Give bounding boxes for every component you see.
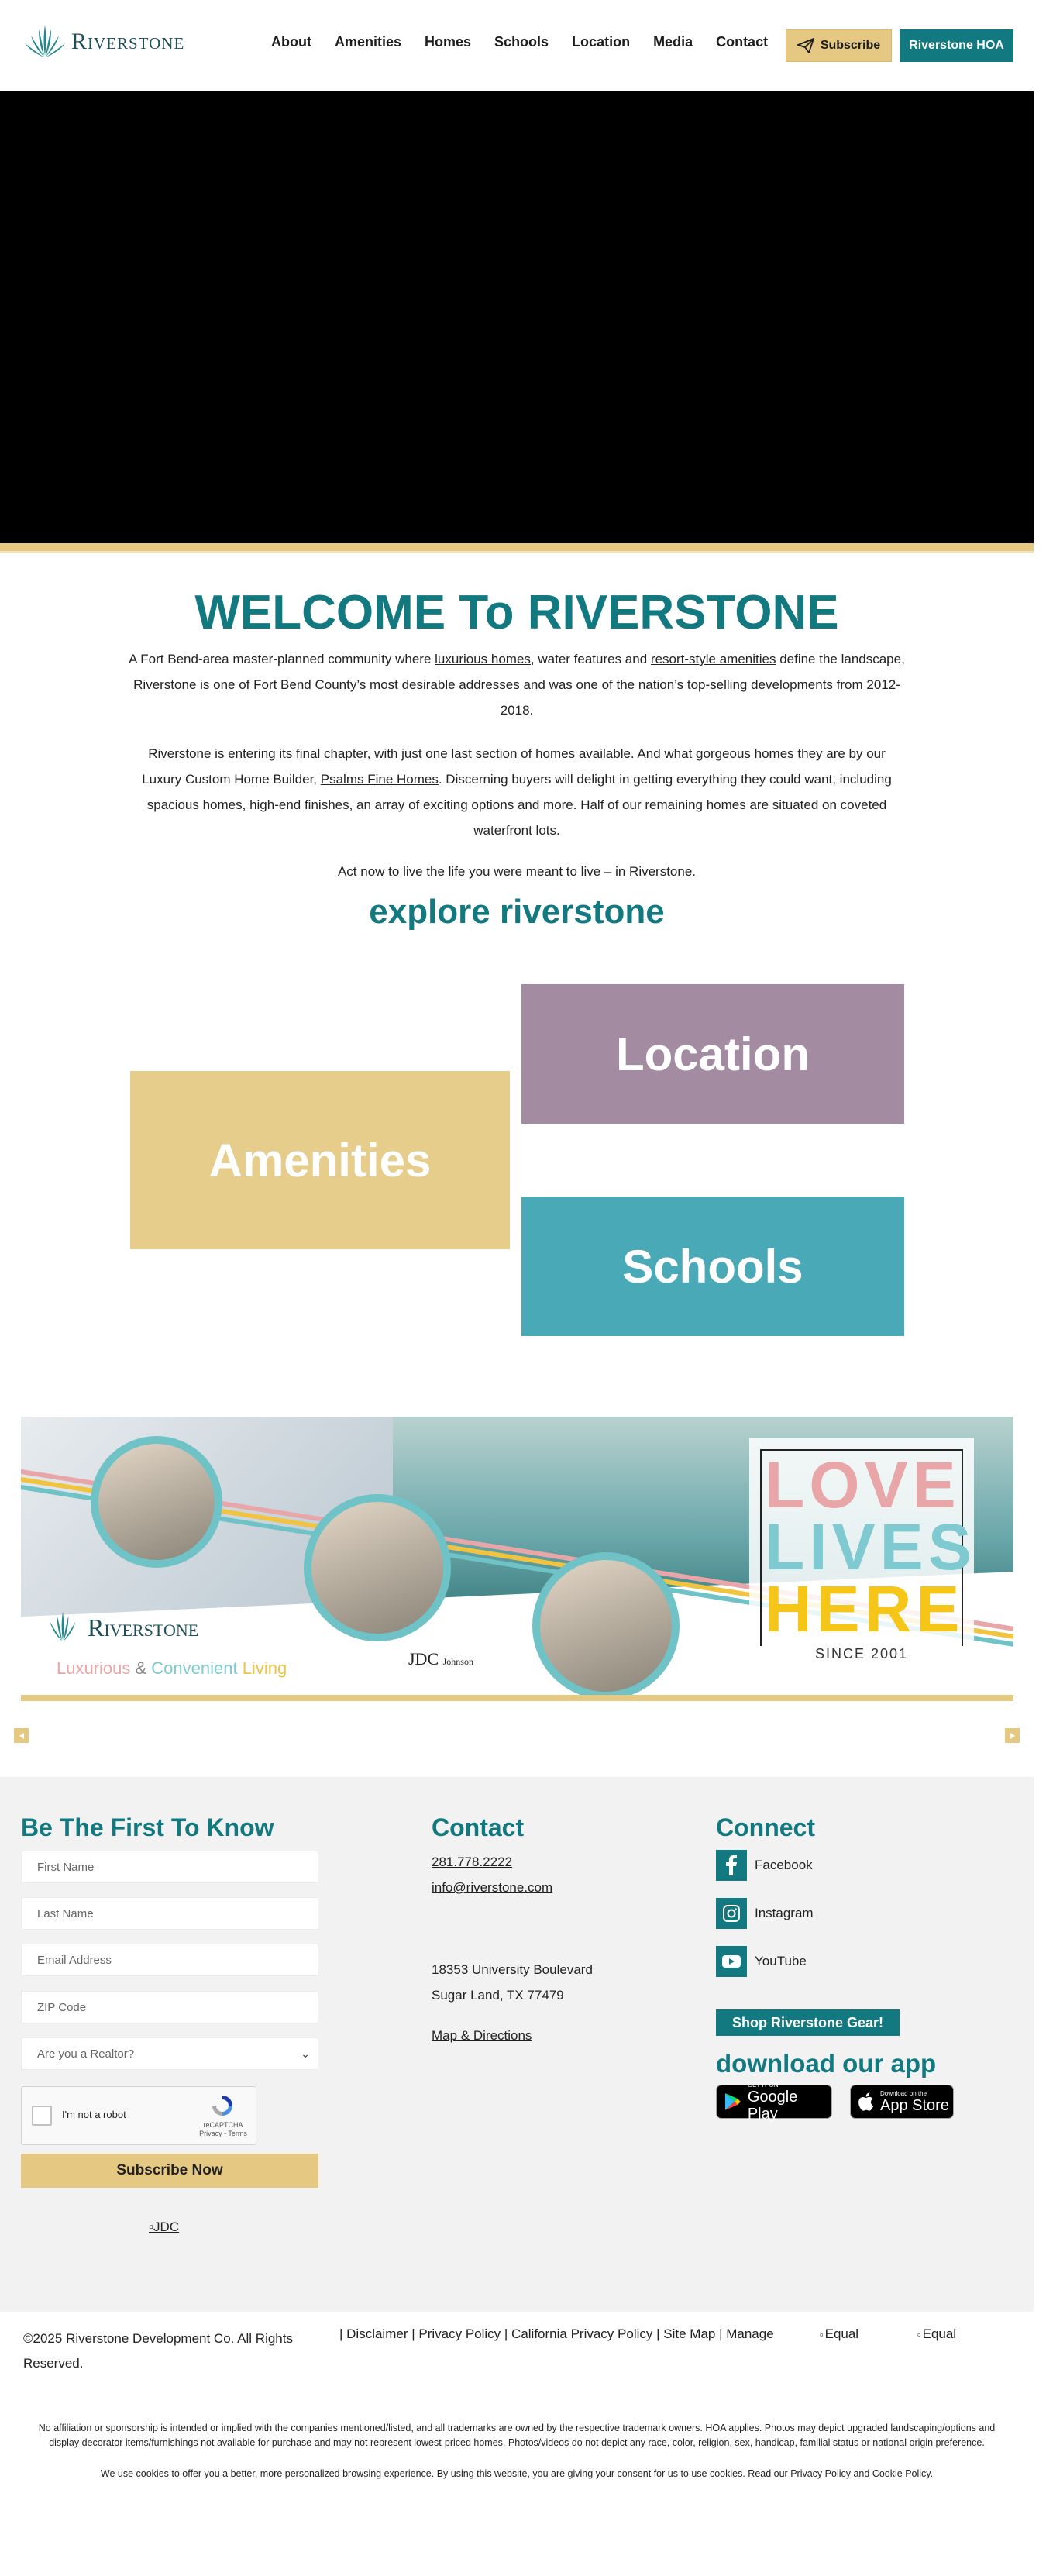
nav-location[interactable]: Location: [572, 34, 631, 50]
equal-housing-image-2: ▫ Equal: [917, 2326, 957, 2341]
paper-plane-icon: [797, 38, 814, 53]
explore-title: explore riverstone: [369, 893, 665, 931]
riverstone-logo-icon: [23, 22, 67, 62]
california-privacy-link[interactable]: California Privacy Policy: [511, 2326, 653, 2341]
banner-logo-text: Riverstone: [88, 1613, 199, 1641]
walking-photo-circle: [304, 1494, 451, 1641]
instagram-icon: [722, 1904, 741, 1923]
carousel-prev-button[interactable]: [14, 1728, 29, 1743]
fishing-photo-circle: [532, 1552, 680, 1700]
email-link[interactable]: info@riverstone.com: [432, 1880, 553, 1895]
youtube-icon: [721, 1954, 741, 1969]
download-app-title: download our app: [716, 2049, 937, 2078]
google-play-icon: [724, 2092, 741, 2111]
facebook-link[interactable]: Facebook: [716, 1850, 813, 1881]
resort-style-amenities-link[interactable]: resort-style amenities: [650, 652, 776, 666]
recaptcha-widget: [21, 2086, 256, 2145]
homes-link[interactable]: homes: [535, 746, 576, 761]
cookie-notice: We use cookies to offer you a better, more personalized browsing experience. By using this website, you are giving your consent for us to use cookies. Read our Privacy Policy and Cookie Policy.: [100, 2468, 934, 2479]
address-line-1: 18353 University Boulevard: [432, 1962, 593, 1977]
instagram-link[interactable]: Instagram: [716, 1898, 814, 1929]
zip-code-field[interactable]: ZIP Code: [21, 1991, 318, 2023]
banner-tagline: Luxurious & Convenient Living: [57, 1658, 287, 1678]
hero-video[interactable]: [0, 91, 1034, 543]
love-word: LOVE: [765, 1448, 961, 1521]
love-lives-here-box: [749, 1438, 974, 1671]
since-2001-text: SINCE 2001: [749, 1646, 974, 1662]
subscribe-label: Subscribe: [820, 39, 881, 52]
arrow-right-icon: [1009, 1732, 1017, 1740]
cookie-policy-link[interactable]: Cookie Policy: [872, 2468, 931, 2479]
banner-riverstone-logo: [43, 1609, 198, 1646]
nav-homes[interactable]: Homes: [425, 34, 472, 50]
site-header: [0, 0, 1034, 91]
privacy-policy-link[interactable]: Privacy Policy: [418, 2326, 501, 2341]
phone-link[interactable]: 281.778.2222: [432, 1855, 512, 1869]
address-line-2: Sugar Land, TX 77479: [432, 1988, 564, 2003]
youtube-link[interactable]: YouTube: [716, 1946, 807, 1977]
nav-media[interactable]: Media: [653, 34, 693, 50]
arrow-left-icon: [18, 1732, 26, 1740]
apple-icon: [858, 2092, 874, 2111]
map-directions-link[interactable]: Map & Directions: [432, 2028, 532, 2043]
hero-divider-shadow: [0, 551, 1034, 553]
schools-tile[interactable]: Schools: [521, 1197, 904, 1336]
broken-image-icon: ▫: [917, 2328, 921, 2340]
main-nav: [271, 34, 791, 50]
connect-title: Connect: [716, 1813, 815, 1841]
site-map-link[interactable]: Site Map: [663, 2326, 716, 2341]
google-play-badge[interactable]: GET IT ON Google Play: [716, 2085, 832, 2119]
broken-image-icon: ▫: [820, 2328, 824, 2340]
disclaimer-link[interactable]: Disclaimer: [346, 2326, 408, 2341]
shop-gear-button[interactable]: Shop Riverstone Gear!: [716, 2009, 900, 2036]
nav-about[interactable]: About: [271, 34, 311, 50]
signup-title: Be The First To Know: [21, 1813, 274, 1841]
cookie-privacy-policy-link[interactable]: Privacy Policy: [790, 2468, 851, 2479]
manage-link[interactable]: Manage: [726, 2326, 774, 2341]
nav-contact[interactable]: Contact: [716, 34, 769, 50]
welcome-paragraph-3: Act now to live the life you were meant to live – in Riverstone.: [337, 864, 697, 879]
recaptcha-label: I'm not a robot: [62, 2109, 126, 2120]
lives-word: LIVES: [765, 1510, 976, 1583]
recaptcha-text: reCAPTCHA Privacy - Terms: [199, 2121, 247, 2137]
app-store-badge[interactable]: Download on the App Store: [850, 2085, 954, 2119]
banner-logo-icon: [43, 1609, 83, 1646]
nav-amenities[interactable]: Amenities: [334, 34, 402, 50]
hero-divider: [0, 543, 1034, 551]
recaptcha-checkbox[interactable]: [32, 2106, 52, 2126]
recaptcha-icon: [210, 2093, 235, 2118]
welcome-paragraph-1: A Fort Bend-area master-planned community where luxurious homes, water features and resort-style amenities define the landscape, Riverstone is one of Fort Bend County’s most desirable addresses and was one of the nation’s top-selling developments from 2012-2018.: [129, 652, 905, 718]
logo-text: Riverstone: [71, 29, 185, 54]
psalms-fine-homes-link[interactable]: Psalms Fine Homes: [320, 772, 439, 787]
banner-bottom-bar: [21, 1695, 1013, 1701]
subscribe-now-button[interactable]: Subscribe Now: [21, 2154, 318, 2188]
chevron-down-icon: ⌄: [301, 2047, 310, 2060]
equal-housing-image-1: ▫ Equal: [820, 2326, 859, 2341]
subscribe-button[interactable]: [786, 29, 892, 62]
riverstone-logo[interactable]: [23, 22, 184, 62]
legal-disclaimer: No affiliation or sponsorship is intended or implied with the companies mentioned/listed, and all trademarks are owned by the respective trademark owners. HOA applies. Photos may depict upgraded landscaping/options and display decorator items/furnishings not available for purchase and may not represent lowest-priced homes. Photos/videos do not depict any race, color, religion, sex, handicap, familial status or national origin preference.: [38, 2423, 996, 2448]
realtor-select-value: Are you a Realtor?: [37, 2047, 135, 2061]
jdc-broken-image: ▫JDC: [149, 2220, 180, 2234]
family-photo-circle: [91, 1436, 222, 1568]
last-name-field[interactable]: Last Name: [21, 1897, 318, 1930]
first-name-field[interactable]: First Name: [21, 1851, 318, 1883]
welcome-paragraph-2: Riverstone is entering its final chapter, with just one last section of homes available. And what gorgeous homes they are by our Luxury Custom Home Builder, Psalms Fine Homes. Discerning buyers will delight in getting everything they could want, including spacious homes, high-end finishes, an array of exciting options and more. Half of our remaining homes are situated on coveted waterfront lots.: [142, 746, 892, 838]
here-word: HERE: [765, 1572, 965, 1645]
luxurious-homes-link[interactable]: luxurious homes: [435, 652, 531, 666]
welcome-title: WELCOME To RIVERSTONE: [194, 586, 839, 639]
nav-schools[interactable]: Schools: [494, 34, 549, 50]
copyright-text: ©2025 Riverstone Development Co. All Rights Reserved.: [23, 2331, 293, 2371]
email-field[interactable]: Email Address: [21, 1944, 318, 1976]
location-tile[interactable]: Location: [521, 984, 904, 1124]
facebook-icon: [725, 1855, 738, 1875]
carousel-next-button[interactable]: [1005, 1728, 1020, 1743]
broken-image-icon: ▫: [149, 2220, 154, 2234]
realtor-select[interactable]: [21, 2037, 318, 2070]
riverstone-hoa-button[interactable]: Riverstone HOA: [900, 29, 1013, 62]
love-lives-here-banner[interactable]: [21, 1417, 1013, 1700]
banner-jdc-logo: JDC Johnson: [408, 1649, 473, 1669]
amenities-tile[interactable]: Amenities: [130, 1071, 510, 1249]
contact-title: Contact: [432, 1813, 525, 1841]
footer-links: | Disclaimer | Privacy Policy | California Privacy Policy | Site Map | Manage: [339, 2326, 774, 2341]
